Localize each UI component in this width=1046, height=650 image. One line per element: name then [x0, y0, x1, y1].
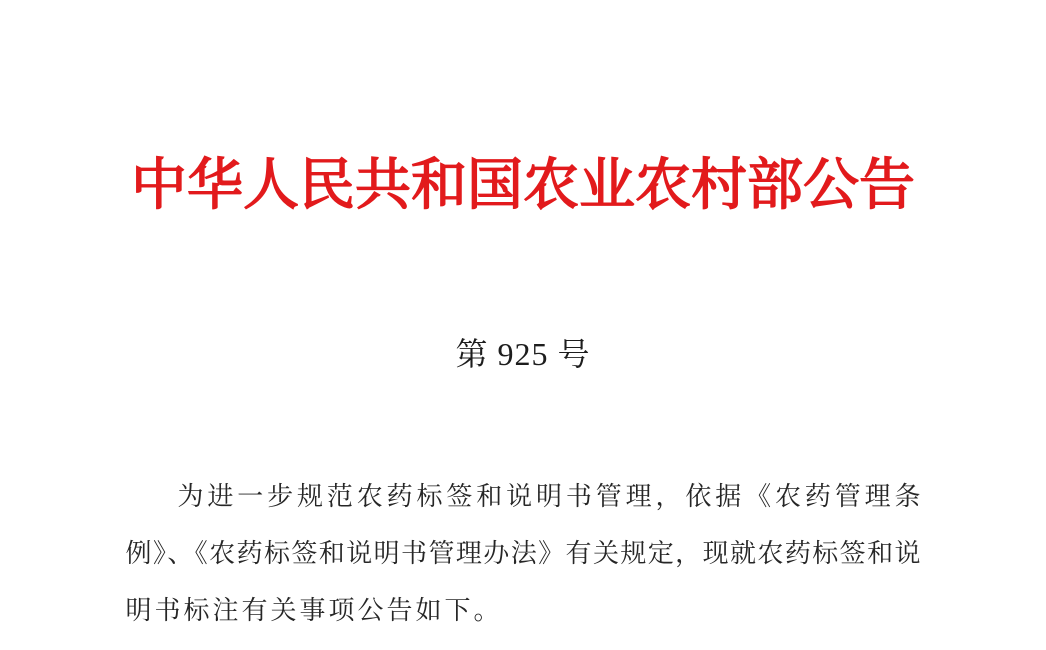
body-line-2: 例》、《农药标签和说明书管理办法》有关规定，现就农药标签和说: [125, 539, 921, 568]
announcement-title: 中华人民共和国农业农村部公告: [131, 155, 915, 217]
body-line-3: 明书标注有关事项公告如下。: [125, 596, 503, 625]
document-number: 第 925 号: [455, 336, 591, 372]
body-paragraph: [126, 468, 921, 639]
body-line-1: 为进一步规范农药标签和说明书管理，依据《农药管理条: [177, 482, 921, 511]
